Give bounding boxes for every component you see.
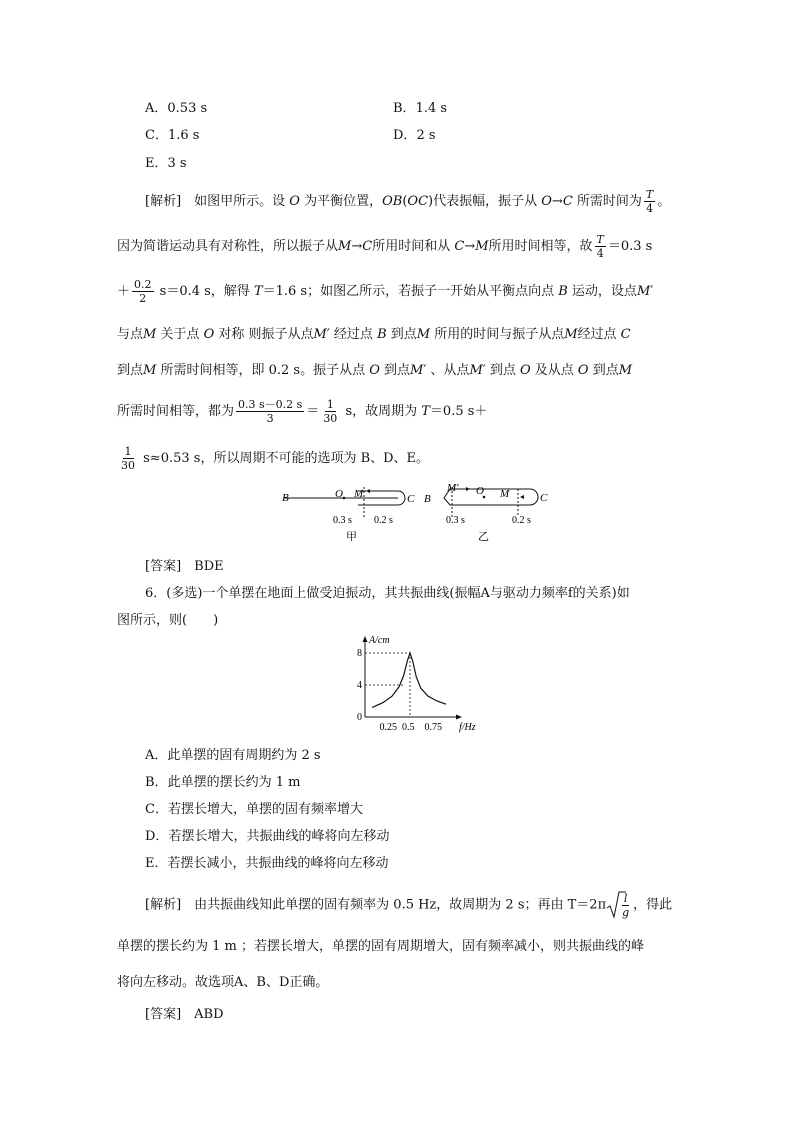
q5-option-c: C．1.6 s (145, 128, 200, 143)
q6-option-c: C．若摆长增大，单摆的固有频率增大 (145, 802, 363, 817)
q5-analysis-line4: 与点M 关于点 O 对称 则振子从点M′ 经过点 B 到点M 所用的时间与振子从点M经过点 C (117, 327, 631, 342)
yi-label-mprime: M′ (447, 482, 459, 494)
q5-option-a: A．0.53 s (145, 101, 208, 116)
yi-time-1: 0.3 s (446, 515, 465, 526)
q5-analysis-line1: [解析] 如图甲所示。设 O 为平衡位置，OB(OC)代表振幅，振子从 O→C 所需时间为 $\frac{T}{4}$ 。 (145, 188, 671, 215)
resonance-chart (343, 630, 476, 735)
q5-option-d: D．2 s (393, 128, 436, 143)
jia-time-1: 0.3 s (333, 515, 352, 526)
x-axis-label: f/Hz (459, 722, 476, 733)
q6-option-a: A．此单摆的固有周期约为 2 s (145, 748, 321, 763)
yi-arrow-top (466, 487, 470, 491)
jia-caption: 甲 (346, 531, 357, 543)
q5-answer: [答案] BDE (145, 559, 224, 574)
jia-label-m: M (354, 488, 364, 500)
q5-option-b: B．1.4 s (393, 101, 448, 116)
x-tick-label: 0.25 (379, 722, 397, 733)
y-tick-label: 4 (357, 680, 362, 691)
q5-analysis-line5: 到点M 所需时间相等，即 0.2 s。振子从点 O 到点M′ 、从点M′ 到点 O 及从点 O 到点M (117, 363, 633, 378)
q6-analysis-line2: 单摆的摆长约为 1 m ；若摆长增大，单摆的固有周期增大，固有频率减小，则共振曲线的峰 (117, 939, 644, 954)
q5-option-e: E．3 s (145, 156, 187, 171)
q6-stem-line2: 图所示，则( ) (117, 613, 219, 628)
x-tick-label: 0.5 (402, 722, 415, 733)
q6-option-d: D．若摆长增大，共振曲线的峰将向左移动 (145, 829, 390, 844)
yi-caption: 乙 (478, 531, 489, 543)
q6-option-e: E．若摆长减小，共振曲线的峰将向左移动 (145, 856, 389, 871)
q6-analysis-line3: 将向左移动。故选项A、B、D正确。 (117, 975, 329, 990)
figure-jia (278, 483, 418, 543)
q5-analysis-line6: 所需时间相等，都为 $\frac{0.3 s-0.2 s}{3}$ ＝ $\frac{1}{30}$ s，故周期为 T＝0.5 s＋ (117, 398, 488, 425)
q5-analysis-line7: $\frac{1}{30}$ s≈0.53 s，所以周期不可能的选项为 B、D、E。 (121, 445, 430, 472)
yi-label-b: B (424, 493, 431, 505)
jia-arrow-head (366, 489, 370, 493)
q5-analysis-line3: ＋ $\frac{0.2}{2}$ s＝0.4 s，解得 T＝1.6 s；如图乙所示，若振子一开始从平衡点向点 B 运动，设点M′ (117, 278, 654, 305)
x-tick-label: 0.75 (424, 722, 442, 733)
jia-label-b: B (282, 492, 289, 504)
q5-analysis-line2: 因为简谐运动具有对称性，所以振子从M→C所用时间和从 C→M所用时间相等，故 $\frac{T}{4}$ ＝0.3 s (117, 233, 653, 260)
y-axis-label: A/cm (369, 635, 390, 646)
figure-yi (422, 483, 562, 543)
jia-label-c: C (407, 493, 415, 505)
yi-time-2: 0.2 s (512, 515, 531, 526)
y-tick-label: 0 (357, 712, 362, 723)
y-axis-arrow (363, 636, 368, 642)
yi-label-c: C (540, 492, 548, 504)
q6-answer: [答案] ABD (145, 1007, 224, 1022)
x-axis-arrow (456, 715, 462, 720)
jia-label-o: O (335, 488, 343, 500)
q6-option-b: B．此单摆的摆长约为 1 m (145, 775, 301, 790)
yi-arrow-right (520, 495, 524, 499)
q6-analysis-line1: [解析] 由共振曲线知此单摆的固有频率为 0.5 Hz，故周期为 2 s；再由 T＝2π $\frac{l}{g}$ ，得此 (145, 891, 673, 919)
jia-point-o (343, 497, 346, 500)
y-tick-label: 8 (357, 648, 362, 659)
jia-time-2: 0.2 s (374, 515, 393, 526)
yi-label-o: O (476, 485, 484, 497)
yi-label-m: M (500, 488, 510, 500)
q6-stem-line1: 6．(多选)一个单摆在地面上做受迫振动，其共振曲线(振幅A与驱动力频率f的关系)如 (145, 586, 630, 601)
resonance-curve (372, 653, 446, 707)
